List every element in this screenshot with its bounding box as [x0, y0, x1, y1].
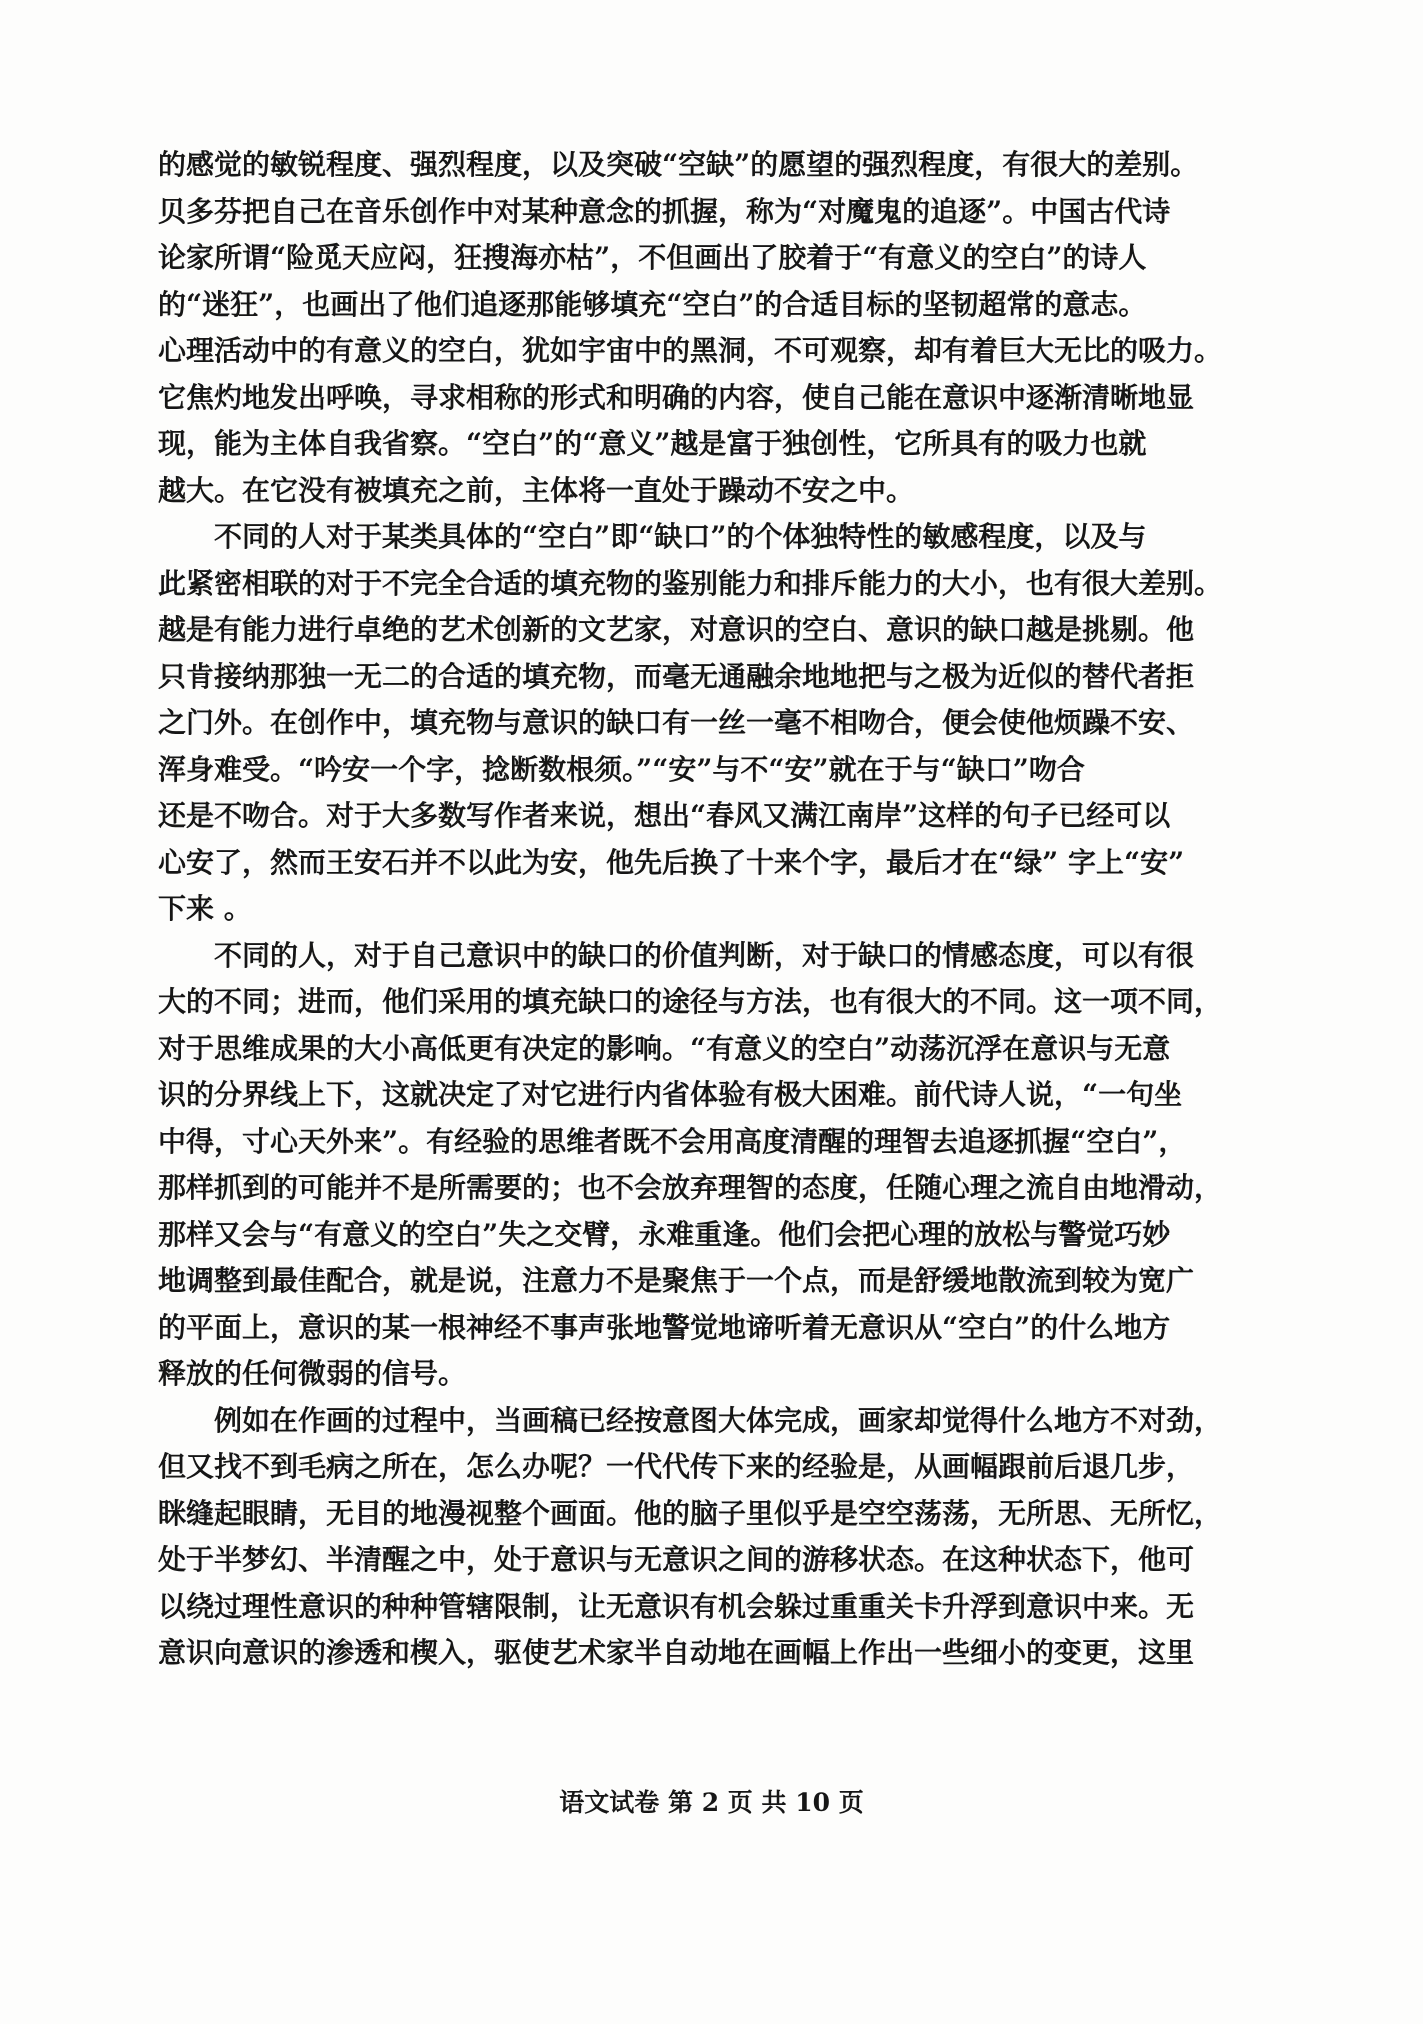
- text-line: 眯缝起眼睛，无目的地漫视整个画面。他的脑子里似乎是空空荡荡，无所思、无所忆，: [158, 1496, 1223, 1530]
- text-line: 不同的人对于某类具体的“空白”即“缺口”的个体独特性的敏感程度，以及与: [158, 520, 1147, 553]
- text-line: 地调整到最佳配合，就是说，注意力不是聚焦于一个点，而是舒缓地散流到较为宽广: [158, 1264, 1195, 1297]
- text-line: 处于半梦幻、半清醒之中，处于意识与无意识之间的游移状态。在这种状态下，他可: [158, 1543, 1195, 1576]
- paragraph-3: [158, 933, 1268, 1398]
- text-line: 以绕过理性意识的种种管辖限制，让无意识有机会躲过重重关卡升浮到意识中来。无: [158, 1589, 1195, 1623]
- text-line: 意识向意识的渗透和楔入，驱使艺术家半自动地在画幅上作出一些细小的变更，这里: [158, 1636, 1195, 1669]
- body-text: [158, 142, 1268, 1677]
- text-line: 越是有能力进行卓绝的艺术创新的文艺家，对意识的空白、意识的缺口越是挑剔。他: [158, 613, 1195, 646]
- text-line: 现，能为主体自我省察。“空白”的“意义”越是富于独创性，它所具有的吸力也就: [158, 427, 1147, 460]
- text-line: 但又找不到毛病之所在，怎么办呢？一代代传下来的经验是，从画幅跟前后退几步，: [158, 1450, 1195, 1483]
- text-line: 不同的人，对于自己意识中的缺口的价值判断，对于缺口的情感态度，可以有很: [158, 938, 1195, 972]
- page-footer: 语文试卷 第 2 页 共 10 页: [559, 1788, 864, 1817]
- text-line: 例如在作画的过程中，当画稿已经按意图大体完成，画家却觉得什么地方不对劲，: [158, 1403, 1223, 1437]
- text-line: 它焦灼地发出呼唤，寻求相称的形式和明确的内容，使自己能在意识中逐渐清晰地显: [158, 380, 1195, 414]
- text-line: 只肯接纳那独一无二的合适的填充物，而毫无通融余地地把与之极为近似的替代者拒: [158, 659, 1195, 693]
- text-line: 之门外。在创作中，填充物与意识的缺口有一丝一毫不相吻合，便会使他烦躁不安、: [158, 706, 1195, 739]
- text-line: 对于思维成果的大小高低更有决定的影响。“有意义的空白”动荡沉浮在意识与无意: [158, 1031, 1171, 1065]
- text-line: 心理活动中的有意义的空白，犹如宇宙中的黑洞，不可观察，却有着巨大无比的吸力。: [158, 334, 1223, 367]
- text-line: 那样又会与“有意义的空白”失之交臂，永难重逢。他们会把心理的放松与警觉巧妙: [158, 1217, 1171, 1251]
- text-line: 下来 。: [158, 892, 252, 925]
- text-line: 的感觉的敏锐程度、强烈程度，以及突破“空缺”的愿望的强烈程度，有很大的差别。: [158, 148, 1199, 181]
- text-line: 释放的任何微弱的信号。: [158, 1357, 467, 1390]
- paragraph-2: [158, 514, 1268, 933]
- paragraph-1: [158, 142, 1268, 514]
- text-line: 论家所谓“险觅天应闷，狂搜海亦枯”，不但画出了胶着于“有意义的空白”的诗人: [158, 241, 1147, 274]
- text-line: 的“迷狂”，也画出了他们追逐那能够填充“空白”的合适目标的坚韧超常的意志。: [158, 287, 1147, 321]
- text-line: 还是不吻合。对于大多数写作者来说，想出“春风又满江南岸”这样的句子已经可以: [158, 799, 1171, 832]
- text-line: 大的不同；进而，他们采用的填充缺口的途径与方法，也有很大的不同。这一项不同，: [158, 985, 1223, 1018]
- text-line: 贝多芬把自己在音乐创作中对某种意念的抓握，称为“对魔鬼的追逐”。中国古代诗: [158, 194, 1171, 228]
- text-line: 越大。在它没有被填充之前，主体将一直处于躁动不安之中。: [158, 473, 915, 507]
- text-line: 此紧密相联的对于不完全合适的填充物的鉴别能力和排斥能力的大小，也有很大差别。: [158, 566, 1223, 600]
- text-line: 心安了，然而王安石并不以此为安，他先后换了十来个字，最后才在“绿” 字上“安”: [158, 845, 1185, 879]
- paragraph-4: [158, 1398, 1268, 1677]
- text-line: 那样抓到的可能并不是所需要的；也不会放弃理智的态度，任随心理之流自由地滑动，: [158, 1171, 1223, 1204]
- text-line: 识的分界线上下，这就决定了对它进行内省体验有极大困难。前代诗人说，“一句坐: [158, 1078, 1183, 1111]
- text-line: 浑身难受。“吟安一个字，捻断数根须。”“安”与不“安”就在于与“缺口”吻合: [158, 752, 1085, 786]
- text-line: 的平面上，意识的某一根神经不事声张地警觉地谛听着无意识从“空白”的什么地方: [158, 1310, 1171, 1344]
- text-line: 中得，寸心天外来”。有经验的思维者既不会用高度清醒的理智去追逐抓握“空白”，: [158, 1124, 1187, 1158]
